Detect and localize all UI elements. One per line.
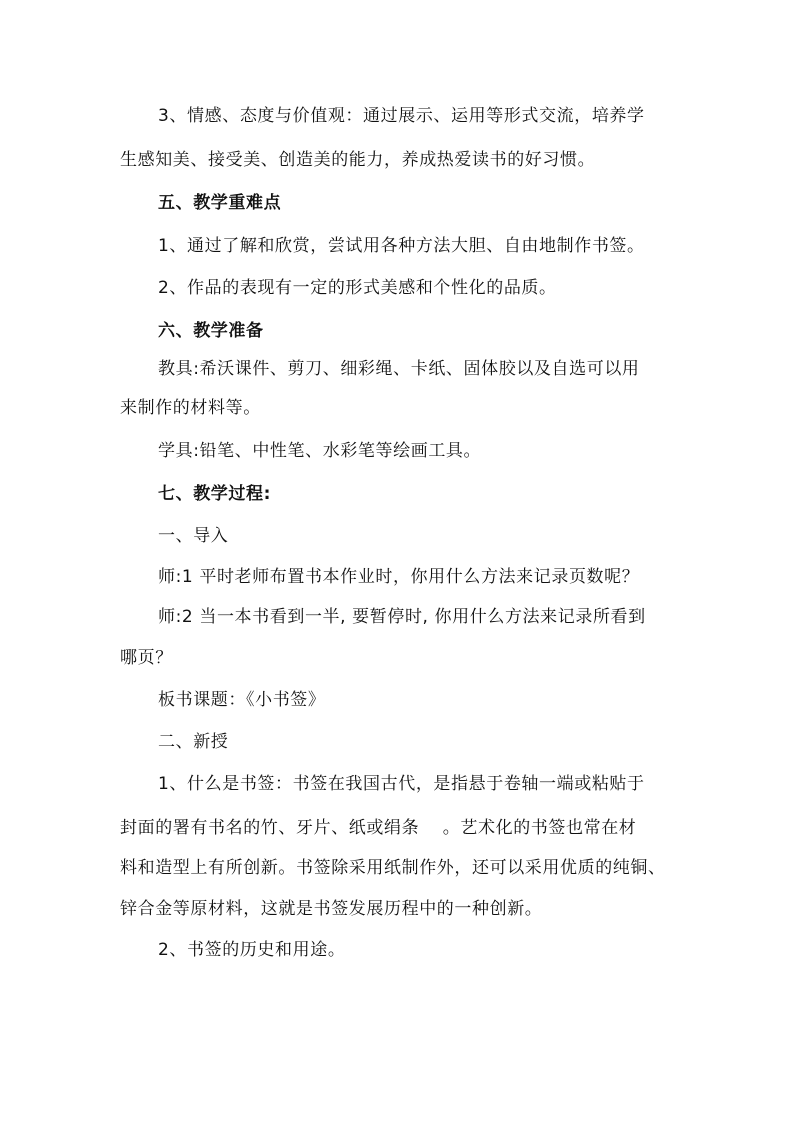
subsection-new-lesson: 二、新授: [158, 732, 229, 752]
student-tools: 学具:铅笔、中性笔、水彩笔等绘画工具。: [158, 441, 482, 461]
subsection-introduction: 一、导入: [158, 526, 229, 546]
key-point-1: 1、通过了解和欣赏，尝试用各种方法大胆、自由地制作书签。: [158, 236, 645, 256]
teaching-tools-line-1: 教具:希沃课件、剪刀、细彩绳、卡纸、固体胶以及自选可以用: [158, 359, 640, 379]
section-heading-process: 七、教学过程:: [158, 484, 271, 504]
objective-3-line-1: 3、情感、态度与价值观：通过展示、运用等形式交流，培养学: [158, 106, 645, 126]
teaching-tools-line-2: 来制作的材料等。: [120, 398, 261, 418]
teacher-question-1: 师:1 平时老师布置书本作业时，你用什么方法来记录页数呢？: [158, 567, 640, 587]
what-is-bookmark-line-2: 封面的署有书名的竹、牙片、纸或绢条 。艺术化的书签也常在材: [120, 818, 637, 838]
key-point-2: 2、作品的表现有一定的形式美感和个性化的品质。: [158, 278, 557, 298]
what-is-bookmark-line-3: 料和造型上有所创新。书签除采用纸制作外，还可以采用优质的纯铜、: [120, 858, 666, 878]
what-is-bookmark-line-4: 锌合金等原材料，这就是书签发展历程中的一种创新。: [120, 899, 543, 919]
bookmark-history-usage: 2、书签的历史和用途。: [158, 940, 346, 960]
teacher-question-2-line-2: 哪页？: [120, 648, 173, 668]
board-title: 板书课题：《小书签》: [158, 690, 326, 710]
objective-3-line-2: 生感知美、接受美、创造美的能力，养成热爱读书的好习惯。: [120, 150, 596, 170]
section-heading-key-points: 五、教学重难点: [158, 193, 282, 213]
what-is-bookmark-line-1: 1、什么是书签：书签在我国古代，是指悬于卷轴一端或粘贴于: [158, 774, 645, 794]
teacher-question-2-line-1: 师:2 当一本书看到一半, 要暂停时, 你用什么方法来记录所看到: [158, 607, 646, 627]
section-heading-preparation: 六、教学准备: [158, 321, 264, 341]
